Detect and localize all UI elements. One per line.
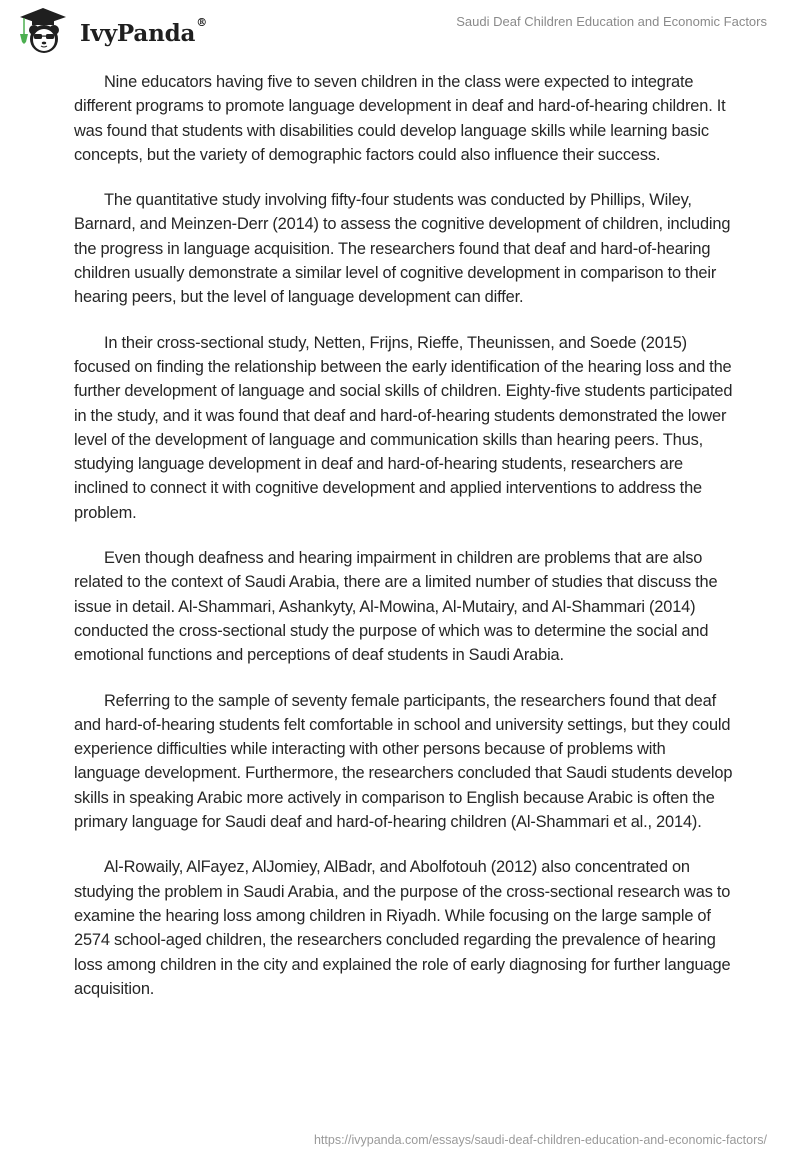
- paragraph: Even though deafness and hearing impairment in children are problems that are also related to the context of Saudi Arabia, there are a limited number of studies that discuss the issue in detail. Al-Shammari, Ashankyty, Al-Mowina, Al-Mutairy, and Al-Shammari (2014) conducted the cross-sectional study the purpose of which was to determine the social and emotional functions and perceptions of deaf students in Saudi Arabia.: [74, 549, 718, 665]
- document-title: Saudi Deaf Children Education and Economic Factors: [456, 14, 767, 29]
- registered-mark: ®: [196, 15, 207, 29]
- paragraph: Al-Rowaily, AlFayez, AlJomiey, AlBadr, and Abolfotouh (2012) also concentrated on studying the problem in Saudi Arabia, and the purpose of the cross-sectional research was to examine the hearing loss among children in Riyadh. While focusing on the large sample of 2574 school-aged children, the researchers concluded regarding the prevalence of hearing loss among children in the city and explained the role of early diagnosing for further language acquisition.: [74, 858, 731, 998]
- paragraph: Nine educators having five to seven children in the class were expected to integrate different programs to promote language development in deaf and hard-of-hearing children. It was found that students with disabilities could develop language skills while learning basic concepts, but the variety of demographic factors could also influence their success.: [74, 73, 726, 164]
- source-url[interactable]: https://ivypanda.com/essays/saudi-deaf-children-education-and-economic-factors/: [313, 1133, 767, 1147]
- page-header: [0, 0, 800, 60]
- paragraph: In their cross-sectional study, Netten, Frijns, Rieffe, Theunissen, and Soede (2015) focused on finding the relationship between the early identification of the hearing loss and the further development of language and social skills of children. Eighty-five students participated in the study, and it was found that deaf and hard-of-hearing students demonstrated the lower level of the development of language and communication skills than hearing peers. Thus, studying language development in deaf and hard-of-hearing students, researchers are inclined to connect it with cognitive development and applied interventions to address the problem.: [74, 333, 733, 522]
- essay-body: [74, 70, 734, 1022]
- ivypanda-logo[interactable]: [14, 6, 207, 56]
- logo-wordmark: IvyPanda®: [80, 15, 207, 47]
- paragraph: Referring to the sample of seventy female participants, the researchers found that deaf and hard-of-hearing students felt comfortable in school and university settings, but they could experience difficulties while interacting with other persons because of problems with language development. Furthermore, the researchers concluded that Saudi students develop skills in speaking Arabic more actively in comparison to English because Arabic is often the primary language for Saudi deaf and hard-of-hearing children (Al-Shammari et al., 2014).: [74, 691, 733, 832]
- panda-graduate-icon: [14, 6, 72, 56]
- paragraph: The quantitative study involving fifty-four students was conducted by Phillips, Wiley, Barnard, and Meinzen-Derr (2014) to assess the cognitive development of children, including the progress in language acquisition. The researchers found that deaf and hard-of-hearing children usually demonstrate a similar level of cognitive development in comparison to their hearing peers, but the level of language development can differ.: [74, 191, 731, 307]
